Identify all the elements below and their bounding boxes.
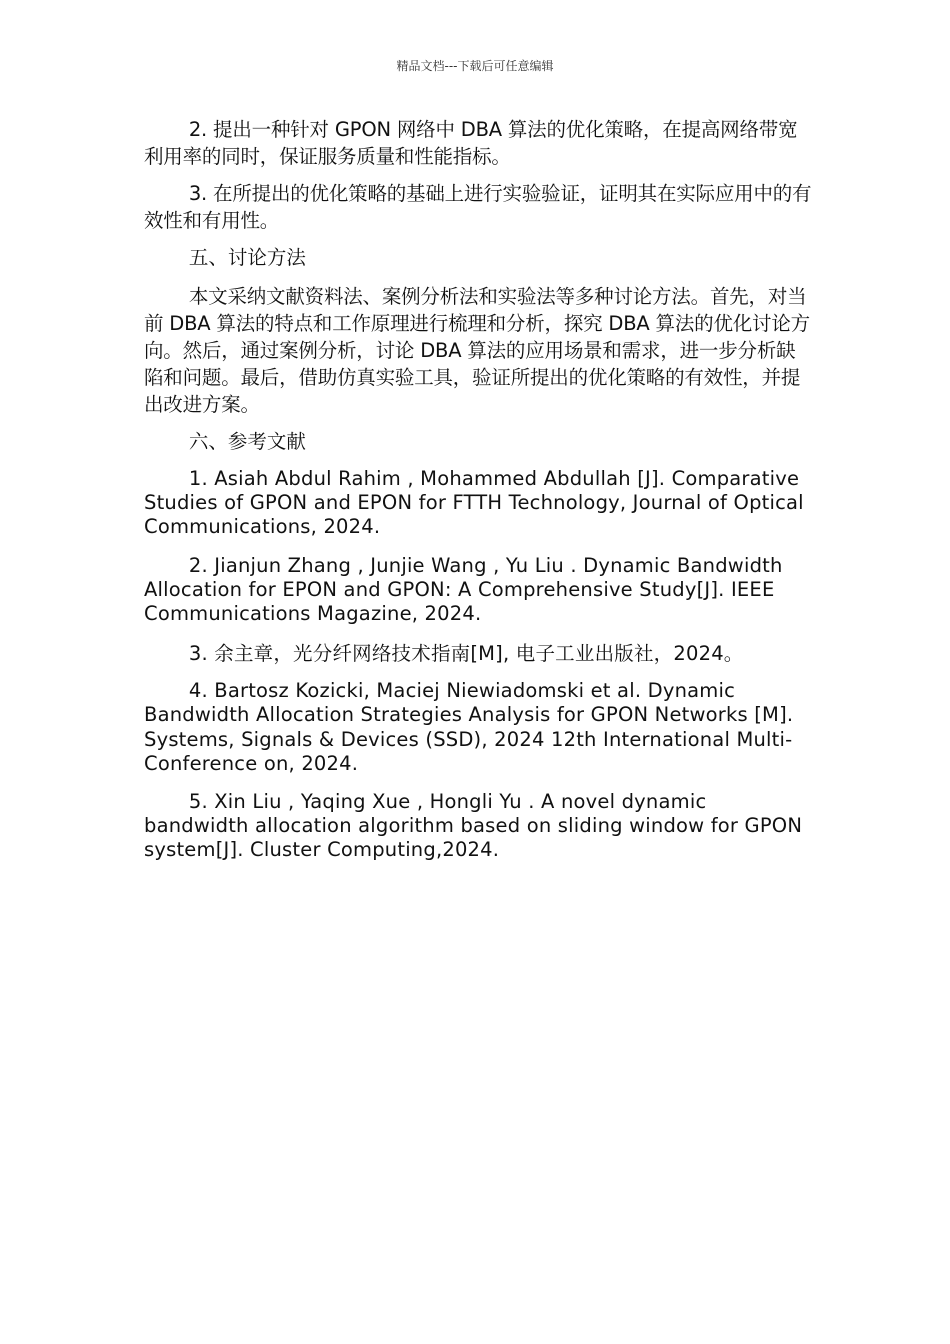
methods-paragraph: 本文采纳文献资料法、案例分析法和实验法等多种讨论方法。首先，对当前 DBA 算法的特点和工作原理进行梳理和分析，探究 DBA 算法的优化讨论方向。然后，通过案例分析，讨论 DBA 算法的应用场景和需求，进一步分析缺陷和问题。最后，借助仿真实验工具，验证所提出的优化策略的有效性，并提出改进方案。 [144,285,810,416]
document-body [144,116,812,877]
objective-item-2: 2. 提出一种针对 GPON 网络中 DBA 算法的优化策略，在提高网络带宽利用率的同时，保证服务质量和性能指标。 [144,118,798,168]
page-header: 精品文档---下载后可任意编辑 [396,59,554,73]
section-heading-references: 六、参考文献 [188,430,306,453]
reference-item-2: 2. Jianjun Zhang , Junjie Wang , Yu Liu . Dynamic Bandwidth Allocation for EPON and GPON: A Comprehensive Study[J]. IEEE Communications Magazine, 2024. [144,553,783,626]
reference-item-4: 4. Bartosz Kozicki, Maciej Niewiadomski et al. Dynamic Bandwidth Allocation Strategies Analysis for GPON Networks [M]. Systems, Signals & Devices (SSD), 2024 12th International Multi-Conference on, 2024. [144,679,794,775]
reference-item-3: 3. 余主章，光分纤网络技术指南[M], 电子工业出版社，2024。 [188,642,744,666]
reference-item-1: 1. Asiah Abdul Rahim , Mohammed Abdullah [J]. Comparative Studies of GPON and EPON for FTTH Technology, Journal of Optical Communications, 2024. [144,467,804,539]
section-heading-methods: 五、讨论方法 [188,246,306,269]
objective-item-3: 3. 在所提出的优化策略的基础上进行实验验证，证明其在实际应用中的有效性和有用性。 [144,182,812,232]
reference-item-5: 5. Xin Liu , Yaqing Xue , Hongli Yu . A novel dynamic bandwidth allocation algorithm based on sliding window for GPON system[J]. Cluster Computing,2024. [144,790,803,862]
